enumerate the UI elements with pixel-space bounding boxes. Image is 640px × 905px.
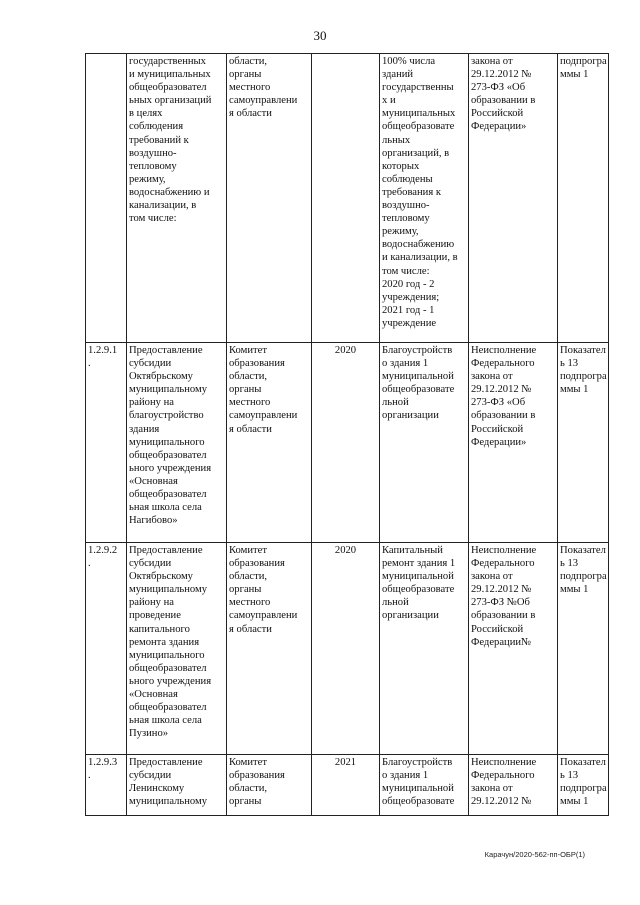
consequences-cell: Неисполнение Федерального закона от 29.12.2012 № 273-ФЗ №Об образовании в Российской Федерации№ xyxy=(469,543,558,755)
row-number: 1.2.9.3 . xyxy=(86,755,127,816)
year-cell xyxy=(312,54,380,343)
activity-cell: Предоставление субсидии Ленинскому муниципальному xyxy=(127,755,227,816)
executor-cell: Комитет образования области, органы местного самоуправлени я области xyxy=(227,343,312,543)
activity-cell: Предоставление субсидии Октябрьскому муниципальному району на проведение капитального ремонта здания муниципального общеобразовател ьного учреждения «Основная общеобразовател ьная школа села Пузино» xyxy=(127,543,227,755)
consequences-cell: закона от 29.12.2012 № 273-ФЗ «Об образовании в Российской Федерации» xyxy=(469,54,558,343)
executor-cell: Комитет образования области, органы xyxy=(227,755,312,816)
activity-cell: Предоставление субсидии Октябрьскому муниципальному району на благоустройство здания муниципального общеобразовател ьного учреждения «Основная общеобразовател ьная школа села Нагибово» xyxy=(127,343,227,543)
indicator-link-cell: подпрогра ммы 1 xyxy=(558,54,609,343)
result-cell: Благоустройств о здания 1 муниципальной общеобразовате xyxy=(380,755,469,816)
executor-cell: области, органы местного самоуправлени я области xyxy=(227,54,312,343)
indicator-link-cell: Показател ь 13 подпрогра ммы 1 xyxy=(558,543,609,755)
document-footer-id: Карачун/2020-562-пп-ОБР(1) xyxy=(484,850,585,859)
executor-cell: Комитет образования области, органы местного самоуправлени я области xyxy=(227,543,312,755)
table-row xyxy=(86,543,609,755)
result-cell: Благоустройств о здания 1 муниципальной общеобразовате льной организации xyxy=(380,343,469,543)
result-cell: 100% числа зданий государственны х и муниципальных общеобразовате льных организаций, в которых соблюдены требования к воздушно- тепловому режиму, водоснабжению и канализации, в том числе: 2020 год - 2 учреждения; 2021 год - 1 учреждение xyxy=(380,54,469,343)
page-number: 30 xyxy=(313,28,327,43)
consequences-cell: Неисполнение Федерального закона от 29.12.2012 № xyxy=(469,755,558,816)
indicator-link-cell: Показател ь 13 подпрогра ммы 1 xyxy=(558,343,609,543)
program-table xyxy=(85,53,609,816)
table-row xyxy=(86,755,609,816)
year-cell: 2020 xyxy=(312,343,380,543)
indicator-link-cell: Показател ь 13 подпрогра ммы 1 xyxy=(558,755,609,816)
year-cell: 2020 xyxy=(312,543,380,755)
row-number: 1.2.9.2 . xyxy=(86,543,127,755)
activity-cell: государственных и муниципальных общеобразовател ьных организаций в целях соблюдения требований к воздушно- тепловому режиму, водоснабжению и канализации, в том числе: xyxy=(127,54,227,343)
year-cell: 2021 xyxy=(312,755,380,816)
table-row xyxy=(86,54,609,343)
table-row xyxy=(86,343,609,543)
row-number xyxy=(86,54,127,343)
consequences-cell: Неисполнение Федерального закона от 29.12.2012 № 273-ФЗ «Об образовании в Российской Федерации» xyxy=(469,343,558,543)
result-cell: Капитальный ремонт здания 1 муниципальной общеобразовате льной организации xyxy=(380,543,469,755)
row-number: 1.2.9.1 . xyxy=(86,343,127,543)
